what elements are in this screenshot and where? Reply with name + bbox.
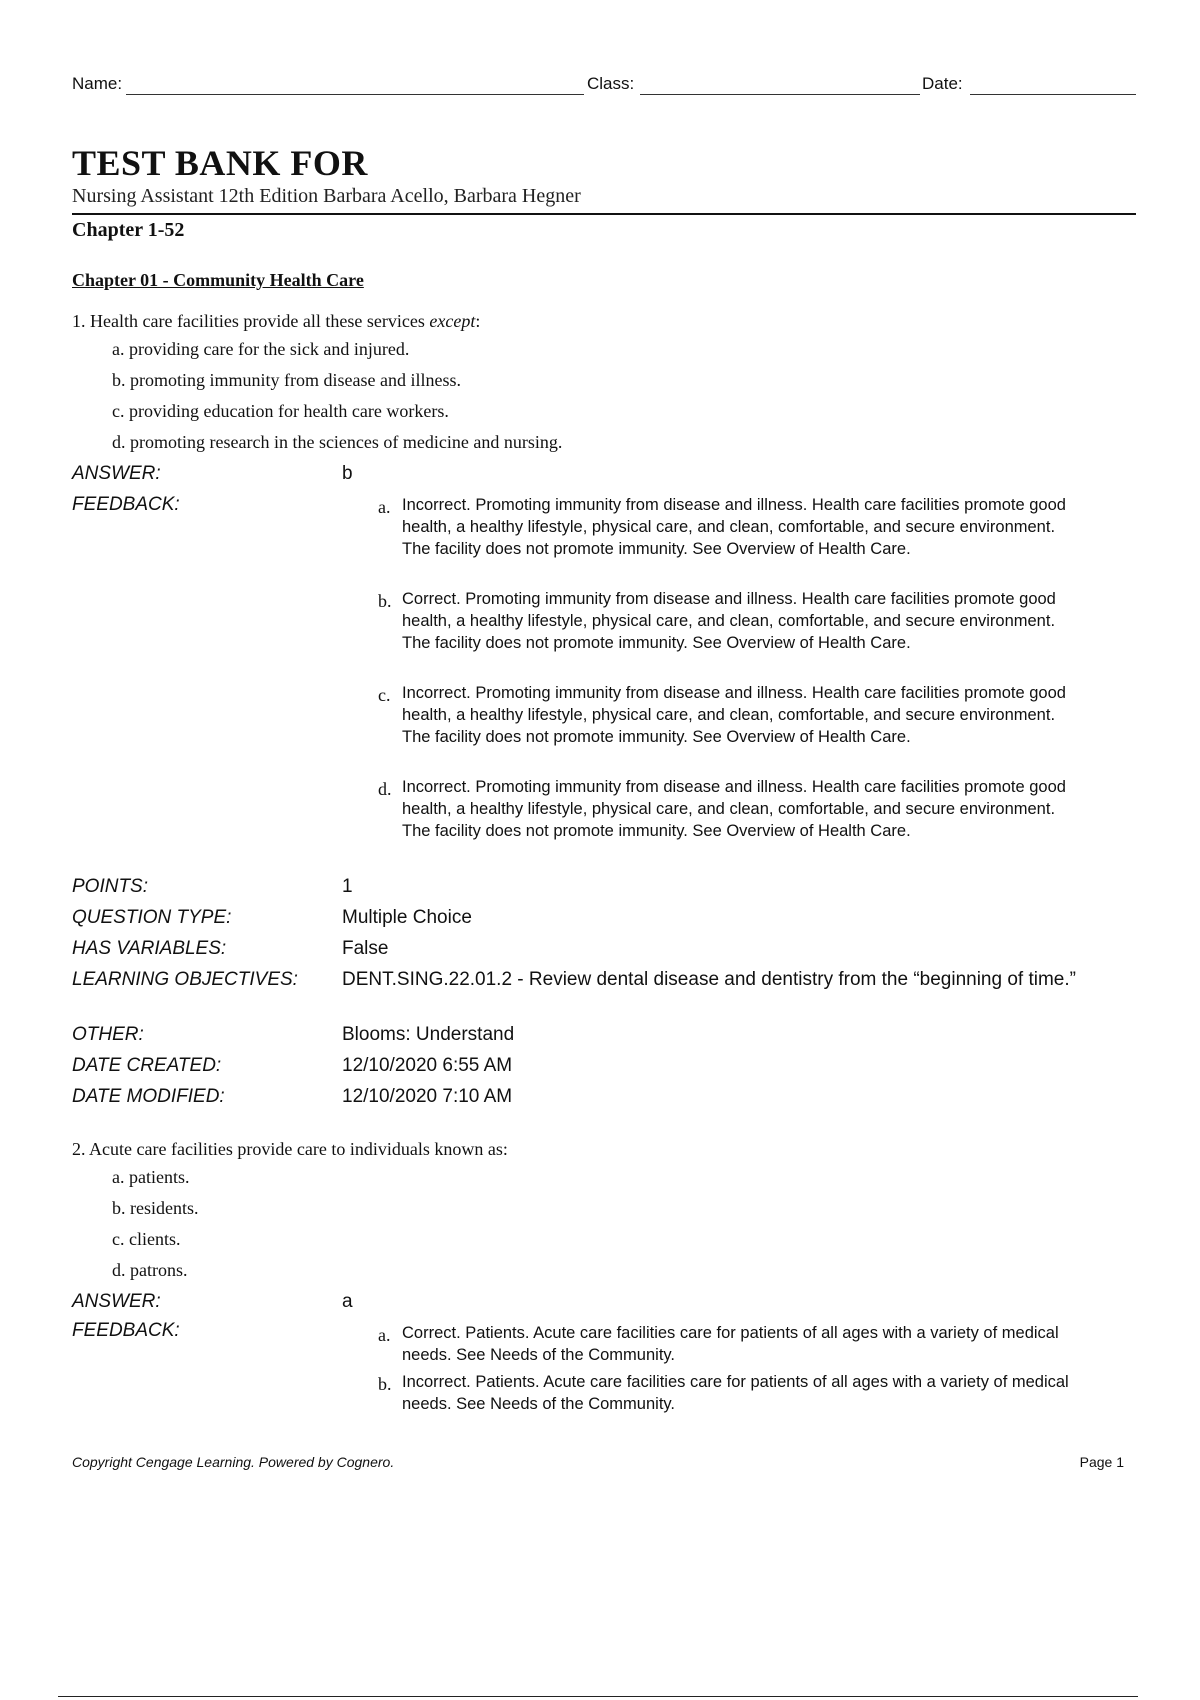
date-created-label: DATE CREATED: [72,1055,222,1076]
question-stem [72,311,480,332]
feedback-item [378,682,1098,748]
feedback-text: Incorrect. Promoting immunity from disease and illness. Health care facilities promote good health, a healthy lifestyle, physical care, and clean, comfortable, and secure environment. The facility does not promote immunity. See Overview of Health Care. [402,496,1066,558]
feedback-text: Correct. Patients. Acute care facilities care for patients of all ages with a variety of medical needs. See Needs of the Community. [402,1324,1059,1364]
book-subtitle: Nursing Assistant 12th Edition Barbara Acello, Barbara Hegner [72,185,581,207]
answer-label: ANSWER: [72,463,161,484]
feedback-item [378,588,1098,654]
feedback-item [378,776,1098,842]
question-stem [72,1139,508,1160]
page-bottom-rule [58,1696,1138,1697]
feedback-text: Incorrect. Promoting immunity from disease and illness. Health care facilities promote good health, a healthy lifestyle, physical care, and clean, comfortable, and secure environment. The facility does not promote immunity. See Overview of Health Care. [402,778,1066,840]
answer-option: a. patients. [112,1167,190,1187]
question-number: 2. [72,1139,86,1159]
points-value: 1 [342,876,353,897]
page-title: TEST BANK FOR [72,143,368,183]
feedback-label: FEEDBACK: [72,494,180,515]
has-variables-label: HAS VARIABLES: [72,938,227,959]
question-stem-end: : [475,311,481,331]
feedback-letter: a. [378,1325,391,1345]
answer-option: d. promoting research in the sciences of medicine and nursing. [112,432,563,452]
has-variables-value: False [342,938,389,959]
answer-option: d. patrons. [112,1260,188,1280]
question-emphasis: except [429,311,476,331]
other-value: Blooms: Understand [342,1024,515,1045]
title-divider [72,213,1136,215]
question-text: Health care facilities provide all these services [90,311,425,331]
question-type-label: QUESTION TYPE: [72,907,232,928]
answer-option: b. residents. [112,1198,199,1218]
date-modified-value: 12/10/2020 7:10 AM [342,1086,513,1107]
question-type-value: Multiple Choice [342,907,472,928]
feedback-letter: b. [378,591,392,611]
answer-option: c. clients. [112,1229,181,1249]
answer-value: a [342,1291,353,1312]
feedback-label: FEEDBACK: [72,1320,180,1341]
feedback-letter: a. [378,497,391,517]
class-label: Class: [587,74,635,93]
feedback-letter: b. [378,1374,392,1394]
points-label: POINTS: [72,876,149,897]
answer-option: c. providing education for health care workers. [112,401,449,421]
class-line [640,94,920,95]
feedback-text: Correct. Promoting immunity from disease and illness. Health care facilities promote good health, a healthy lifestyle, physical care, and clean, comfortable, and secure environment. The facility does not promote immunity. See Overview of Health Care. [402,590,1056,652]
name-line [126,94,584,95]
date-line [970,94,1136,95]
page-number: Page 1 [1079,1454,1124,1470]
chapter-heading: Chapter 01 - Community Health Care [72,270,364,290]
answer-option: b. promoting immunity from disease and illness. [112,370,461,390]
learning-objectives-value: DENT.SING.22.01.2 - Review dental disease and dentistry from the “beginning of time.” [342,969,1076,990]
learning-objectives-label: LEARNING OBJECTIVES: [72,969,298,990]
feedback-item [378,1371,1098,1415]
question-number: 1. [72,311,86,331]
feedback-text: Incorrect. Promoting immunity from disease and illness. Health care facilities promote good health, a healthy lifestyle, physical care, and clean, comfortable, and secure environment. The facility does not promote immunity. See Overview of Health Care. [402,684,1066,746]
feedback-letter: d. [378,779,392,799]
feedback-text: Incorrect. Patients. Acute care facilities care for patients of all ages with a variety of medical needs. See Needs of the Community. [402,1373,1069,1413]
other-label: OTHER: [72,1024,144,1045]
feedback-item [378,494,1098,560]
answer-option: a. providing care for the sick and injured. [112,339,410,359]
feedback-item [378,1322,1098,1366]
name-label: Name: [72,74,123,93]
test-bank-page [72,0,1136,1700]
answer-label: ANSWER: [72,1291,161,1312]
student-info-header [72,74,1136,100]
question-text: Acute care facilities provide care to individuals known as: [89,1139,508,1159]
feedback-letter: c. [378,685,391,705]
date-modified-label: DATE MODIFIED: [72,1086,225,1107]
copyright-footer: Copyright Cengage Learning. Powered by Cognero. [72,1454,395,1470]
chapter-range: Chapter 1-52 [72,219,185,241]
answer-value: b [342,463,353,484]
date-label: Date: [922,74,963,93]
date-created-value: 12/10/2020 6:55 AM [342,1055,513,1076]
